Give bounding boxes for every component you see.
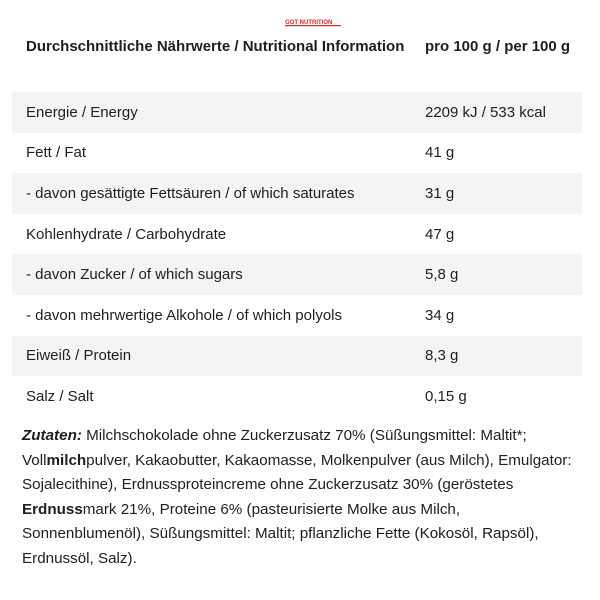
table-row-carbohydrate bbox=[12, 214, 582, 255]
row-label: Salz / Salt bbox=[26, 387, 94, 405]
brand-logo bbox=[285, 18, 341, 32]
row-value: 41 g bbox=[425, 144, 455, 162]
header-nutrients: Durchschnittliche Nährwerte / Nutritional Information bbox=[26, 38, 405, 55]
row-label: Eiweiß / Protein bbox=[26, 347, 132, 365]
table-row-protein bbox=[12, 336, 582, 377]
allergen-peanut: Erdnuss bbox=[22, 500, 83, 518]
ingredients-part: mark 21%, Proteine 6% (pasteurisierte Molke aus Milch, Sonnenblumenöl), Süßungsmittel: Maltit; pflanzliche Fette (Kokosöl, Rapsöl), Erdnussöl, Salz). bbox=[22, 500, 539, 567]
row-label: - davon gesättigte Fettsäuren / of which saturates bbox=[26, 184, 355, 202]
row-value: 34 g bbox=[425, 306, 455, 324]
row-value: 47 g bbox=[425, 225, 455, 243]
table-header bbox=[12, 28, 582, 92]
row-label: Kohlenhydrate / Carbohydrate bbox=[26, 225, 227, 243]
row-label: Energie / Energy bbox=[26, 103, 138, 121]
row-value: 5,8 g bbox=[425, 266, 459, 284]
table-row-fat bbox=[12, 133, 582, 174]
row-value: 2209 kJ / 533 kcal bbox=[425, 103, 546, 121]
ingredients-part: Milchschokolade ohne Zuckerzusatz 70% (Süßungsmittel: Maltit*; Voll bbox=[22, 427, 527, 469]
nutrition-table bbox=[12, 28, 582, 417]
row-value: 31 g bbox=[425, 184, 455, 202]
table-row-polyols bbox=[12, 295, 582, 336]
table-row-saturates bbox=[12, 173, 582, 214]
ingredients-label: Zutaten: bbox=[22, 427, 82, 444]
row-value: 0,15 g bbox=[425, 387, 467, 405]
logo-text: GOT NUTRITION bbox=[285, 20, 333, 26]
row-label: Fett / Fat bbox=[26, 144, 87, 162]
table-row-energy bbox=[12, 92, 582, 133]
row-label: - davon mehrwertige Alkohole / of which polyols bbox=[26, 306, 342, 324]
header-per-100g: pro 100 g / per 100 g bbox=[425, 38, 571, 55]
row-label: - davon Zucker / of which sugars bbox=[26, 266, 243, 284]
ingredients-part: pulver, Kakaobutter, Kakaomasse, Molkenpulver (aus Milch), Emulgator: Sojalecithine), Erdnussproteincreme ohne Zuckerzusatz 30% (geröstetes bbox=[22, 451, 572, 493]
ingredients-text bbox=[22, 424, 582, 571]
table-row-salt bbox=[12, 376, 582, 417]
allergen-milk: milch bbox=[46, 451, 87, 469]
row-value: 8,3 g bbox=[425, 347, 459, 365]
table-row-sugars bbox=[12, 254, 582, 295]
